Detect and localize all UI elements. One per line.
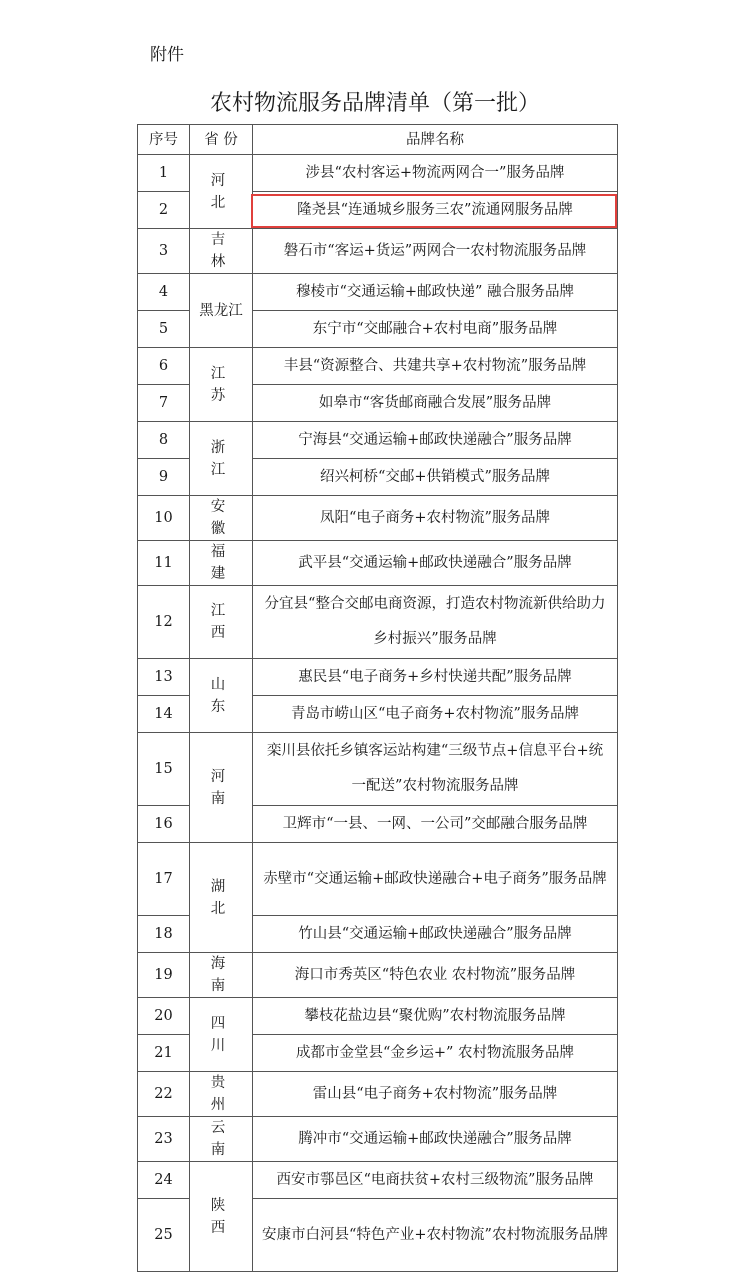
- row-num: 7: [138, 385, 190, 422]
- table-row: [138, 348, 618, 385]
- brand-cell: 磐石市“客运+货运”两网合一农村物流服务品牌: [253, 229, 618, 274]
- brand-cell: 东宁市“交邮融合+农村电商”服务品牌: [253, 311, 618, 348]
- brand-cell: 竹山县“交通运输+邮政快递融合”服务品牌: [253, 916, 618, 953]
- brand-cell: 赤壁市“交通运输+邮政快递融合+电子商务”服务品牌: [253, 843, 618, 916]
- brand-cell: 惠民县“电子商务+乡村快递共配”服务品牌: [253, 659, 618, 696]
- province-cell: 陕西: [190, 1162, 253, 1272]
- province-cell: 江西: [190, 586, 253, 659]
- province-cell: 浙江: [190, 422, 253, 496]
- row-num: 22: [138, 1072, 190, 1117]
- table-row: [138, 229, 618, 274]
- header-num: 序号: [138, 125, 190, 155]
- table-row: [138, 998, 618, 1035]
- brand-cell: 如皋市“客货邮商融合发展”服务品牌: [253, 385, 618, 422]
- document-title: 农村物流服务品牌清单（第一批）: [209, 91, 540, 116]
- province-cell: 黑龙江: [190, 274, 253, 348]
- province-cell: 云南: [190, 1117, 253, 1162]
- row-num: 15: [138, 733, 190, 806]
- row-num: 17: [138, 843, 190, 916]
- row-num: 4: [138, 274, 190, 311]
- row-num: 21: [138, 1035, 190, 1072]
- table-row: [138, 843, 618, 916]
- brand-cell: 隆尧县“连通城乡服务三农”流通网服务品牌: [253, 192, 618, 229]
- row-num: 3: [138, 229, 190, 274]
- province-cell: 河南: [190, 733, 253, 843]
- brand-cell: 海口市秀英区“特色农业 农村物流”服务品牌: [253, 953, 618, 998]
- row-num: 11: [138, 541, 190, 586]
- province-cell: 山东: [190, 659, 253, 733]
- table-row: [138, 422, 618, 459]
- brand-cell: 丰县“资源整合、共建共享+农村物流”服务品牌: [253, 348, 618, 385]
- attachment-label: 附件: [150, 45, 184, 65]
- row-num: 8: [138, 422, 190, 459]
- table-row: [138, 541, 618, 586]
- brand-cell: 绍兴柯桥“交邮+供销模式”服务品牌: [253, 459, 618, 496]
- brand-cell: 安康市白河县“特色产业+农村物流”农村物流服务品牌: [253, 1199, 618, 1272]
- row-num: 9: [138, 459, 190, 496]
- brand-cell: 卫辉市“一县、一网、一公司”交邮融合服务品牌: [253, 806, 618, 843]
- table-row: [138, 1117, 618, 1162]
- highlight-box: [251, 194, 617, 228]
- row-num: 10: [138, 496, 190, 541]
- row-num: 25: [138, 1199, 190, 1272]
- table-row: [138, 155, 618, 192]
- brand-cell: 穆棱市“交通运输+邮政快递” 融合服务品牌: [253, 274, 618, 311]
- province-cell: 四川: [190, 998, 253, 1072]
- row-num: 1: [138, 155, 190, 192]
- row-num: 6: [138, 348, 190, 385]
- brand-cell: 宁海县“交通运输+邮政快递融合”服务品牌: [253, 422, 618, 459]
- header-province: 省 份: [190, 125, 253, 155]
- province-cell: 贵州: [190, 1072, 253, 1117]
- row-num: 5: [138, 311, 190, 348]
- row-num: 20: [138, 998, 190, 1035]
- brand-cell: 西安市鄠邑区“电商扶贫+农村三级物流”服务品牌: [253, 1162, 618, 1199]
- province-cell: 河北: [190, 155, 253, 229]
- brand-cell: 栾川县依托乡镇客运站构建“三级节点+信息平台+统一配送”农村物流服务品牌: [253, 733, 618, 806]
- province-cell: 湖北: [190, 843, 253, 953]
- brand-cell: 腾冲市“交通运输+邮政快递融合”服务品牌: [253, 1117, 618, 1162]
- province-cell: 海南: [190, 953, 253, 998]
- table-row: [138, 733, 618, 806]
- table-row: [138, 586, 618, 659]
- brand-cell: 成都市金堂县“金乡运+” 农村物流服务品牌: [253, 1035, 618, 1072]
- province-cell: 江苏: [190, 348, 253, 422]
- table-row: [138, 1072, 618, 1117]
- row-num: 24: [138, 1162, 190, 1199]
- brand-list-table: [137, 124, 618, 1272]
- brand-cell: 凤阳“电子商务+农村物流”服务品牌: [253, 496, 618, 541]
- row-num: 12: [138, 586, 190, 659]
- header-brand: 品牌名称: [253, 125, 618, 155]
- row-num: 19: [138, 953, 190, 998]
- province-cell: 福建: [190, 541, 253, 586]
- table-row: [138, 274, 618, 311]
- row-num: 13: [138, 659, 190, 696]
- table-row: [138, 1162, 618, 1199]
- table-row: [138, 496, 618, 541]
- row-num: 2: [138, 192, 190, 229]
- brand-cell: 青岛市崂山区“电子商务+农村物流”服务品牌: [253, 696, 618, 733]
- row-num: 23: [138, 1117, 190, 1162]
- table-row: [138, 953, 618, 998]
- brand-cell: 攀枝花盐边县“聚优购”农村物流服务品牌: [253, 998, 618, 1035]
- row-num: 16: [138, 806, 190, 843]
- table-header-row: [138, 125, 618, 155]
- brand-cell: 雷山县“电子商务+农村物流”服务品牌: [253, 1072, 618, 1117]
- table-row: [138, 659, 618, 696]
- row-num: 14: [138, 696, 190, 733]
- brand-cell: 武平县“交通运输+邮政快递融合”服务品牌: [253, 541, 618, 586]
- province-cell: 吉林: [190, 229, 253, 274]
- province-cell: 安徽: [190, 496, 253, 541]
- brand-cell: 涉县“农村客运+物流两网合一”服务品牌: [253, 155, 618, 192]
- brand-cell: 分宜县“整合交邮电商资源，打造农村物流新供给助力乡村振兴”服务品牌: [253, 586, 618, 659]
- row-num: 18: [138, 916, 190, 953]
